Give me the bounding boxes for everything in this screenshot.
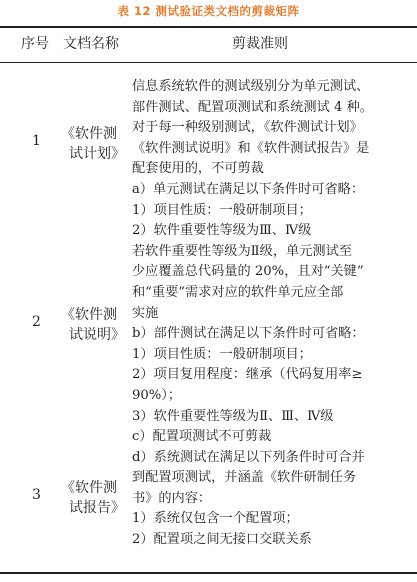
criteria-line: 到配置项测试，并涵盖《软件研制任务	[132, 470, 357, 486]
criteria-line: c）配置项测试不可剪裁	[132, 429, 272, 445]
criteria-line: 和“重要”需求对应的软件单元应全部	[132, 284, 344, 300]
criteria-line: 实施	[132, 305, 159, 321]
criteria-line: 90%）；	[132, 387, 182, 403]
table-bottom-rule	[0, 572, 417, 574]
row-2-document-name	[61, 305, 127, 345]
criteria-line: 若软件重要性等级为Ⅱ级，单元测试至	[132, 243, 352, 259]
row-2-name-line-2: 试说明》	[69, 327, 125, 343]
criteria-line: 书》的内容：	[132, 490, 212, 506]
row-3-name-line-1: 《软件测	[61, 480, 117, 496]
row-1-document-name	[61, 124, 127, 164]
criteria-line: 1）项目性质：一般研制项目；	[132, 346, 312, 362]
row-1-number: 1	[32, 133, 41, 149]
criteria-line: 部件测试、配置项测试和系统测试 4 种。	[132, 99, 373, 115]
row-3-number: 3	[32, 487, 41, 503]
header-tailoring-criteria: 剪裁准则	[232, 36, 288, 52]
criteria-line: 1）项目性质：一般研制项目；	[132, 202, 312, 218]
criteria-line: b）部件测试在满足以下条件时可省略：	[132, 326, 365, 342]
table-caption: 表 12 测试验证类文档的剪裁矩阵	[117, 4, 300, 18]
row-1-name-line-2: 试计划》	[69, 146, 125, 162]
row-1-name-line-1: 《软件测	[61, 126, 117, 142]
row-2-name-line-1: 《软件测	[61, 307, 117, 323]
criteria-line: 配套使用的，不可剪裁	[132, 161, 264, 177]
criteria-line: 信息系统软件的测试级别分为单元测试、	[132, 79, 370, 94]
criteria-line: d）系统测试在满足以下列条件时可合并	[132, 449, 365, 465]
criteria-line: a）单元测试在满足以下条件时可省略：	[132, 181, 365, 197]
row-2-number: 2	[32, 314, 41, 330]
header-document-name: 文档名称	[63, 36, 119, 52]
table-top-rule	[0, 26, 417, 28]
criteria-line: 2）软件重要性等级为Ⅲ、Ⅳ级	[132, 223, 312, 239]
criteria-line: 2）项目复用程度：继承（代码复用率≥	[132, 367, 363, 383]
criteria-line: 《软件测试说明》和《软件测试报告》是	[132, 140, 370, 156]
criteria-line: 1）系统仅包含一个配置项；	[132, 511, 299, 527]
criteria-line: 3）软件重要性等级为Ⅱ、Ⅲ、Ⅳ级	[132, 408, 334, 424]
table-header-rule	[0, 62, 417, 63]
row-3-document-name	[61, 478, 127, 518]
criteria-line: 2）配置项之间无接口交联关系	[132, 532, 312, 548]
row-3-name-line-2: 试报告》	[69, 500, 125, 516]
criteria-line: 对于每一种级别测试，《软件测试计划》	[132, 120, 363, 136]
tailoring-criteria-cell	[132, 77, 410, 551]
criteria-line: 少应覆盖总代码量的 20%，且对“关键”	[132, 264, 364, 280]
header-serial-number: 序号	[21, 36, 49, 52]
